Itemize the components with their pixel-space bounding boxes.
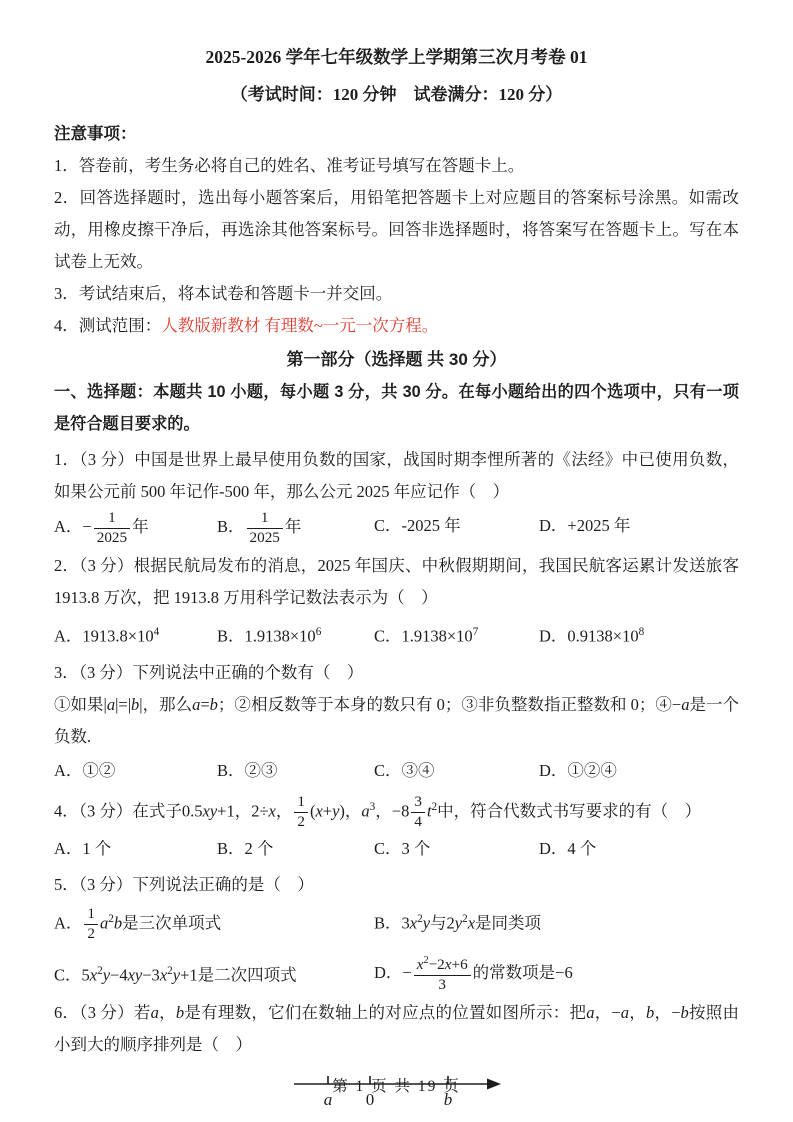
question-2-options (54, 616, 739, 653)
notes-heading: 注意事项： (54, 125, 137, 143)
note-item-2: 2．回答选择题时，选出每小题答案后，用铅笔把答题卡上对应题目的答案标号涂黑。如需改动，用橡皮擦干净后，再选涂其他答案标号。回答非选择题时，将答案写在答题卡上。写在本试卷上无效。 (54, 188, 739, 271)
question-2-option-a: A．$1913.8\times 10^4$ (54, 626, 160, 646)
question-1-option-a: A．− $\frac{1}{2025}$ 年 (54, 509, 149, 546)
exam-time-score-line: （考试时间：120 分钟 试卷满分：120 分） (230, 85, 563, 104)
question-3-option-b: B．②③ (217, 760, 278, 780)
section-intro: 一、选择题：本题共 10 小题，每小题 3 分，共 30 分。在每小题给出的四个选项中，只有一项是符合题目要求的。 (54, 383, 739, 433)
section-heading: 第一部分（选择题 共 30 分） (286, 350, 507, 369)
question-1 (54, 444, 739, 546)
question-5-option-d: D．− $\frac{x^2-2x+6}{3}$ 的常数项是−6 (374, 954, 573, 993)
question-2-option-c: C．$1.9138\times 10^7$ (374, 626, 479, 646)
label-a: a (323, 1090, 332, 1110)
question-5 (54, 869, 739, 993)
question-3 (54, 657, 739, 787)
question-5-stem: 5．（3 分）下列说法正确的是（ ） (54, 874, 314, 894)
question-4-options (54, 833, 739, 865)
note-item-4 (54, 310, 739, 342)
question-1-options (54, 510, 739, 546)
question-4 (54, 791, 739, 865)
question-3-options (54, 755, 739, 787)
question-1-option-d: D．+2025 年 (539, 516, 631, 535)
question-4-option-b: B．2 个 (217, 838, 274, 858)
note-item-3: 3．考试结束后，将本试卷和答题卡一并交回。 (54, 284, 393, 303)
page-footer: 第 1 页 共 19 页 (332, 1078, 461, 1095)
note4-prefix: 4．测试范围： (54, 316, 162, 335)
question-1-stem: 1．（3 分）中国是世界上最早使用负数的国家，战国时期李悝所著的《法经》中已使用负数，如果公元前 500 年记作-500 年，那么公元 2025 年应记作（ ） (54, 450, 739, 501)
question-5-option-c: C．$5x^2y-4xy-3x^2y+1$是二次四项式 (54, 964, 297, 985)
question-6-stem: 6．（3 分）若a，b是有理数，它们在数轴上的对应点的位置如图所示：把a，−a，b，−b按照由小到大的顺序排列是（ ） (54, 1003, 740, 1055)
question-2-option-b: B．$1.9138\times 10^6$ (217, 626, 322, 646)
question-1-option-b: B． $\frac{1}{2025}$ 年 (217, 509, 302, 546)
question-2-stem: 2．（3 分）根据民航局发布的消息，2025 年国庆、中秋假期期间，我国民航客运累计发送旅客 1913.8 万次，把 1913.8 万用科学记数法表示为（ ） (54, 556, 739, 608)
question-3-option-c: C．③④ (374, 760, 435, 780)
question-5-option-a: A． $\frac{1}{2}$ $a^2b$是三次单项式 (54, 905, 222, 943)
question-4-stem: 4．（3 分）在式子0.5xy+1，2÷x， $\frac{1}{2}$ (x+y)，$a^3$，−8 $\frac{3}{4}$ $t^2$中，符合代数式书写要求的有（ ） (54, 793, 702, 831)
question-5-options (54, 903, 739, 993)
question-4-option-d: D．4 个 (539, 838, 597, 858)
question-3-statements: ①如果|a|=|b|，那么a=b；②相反数等于本身的数只有 0；③非负整数指正整数和 0；④−a是一个负数. (54, 694, 739, 746)
question-1-option-c: C．-2025 年 (374, 516, 461, 535)
question-3-stem: 3．（3 分）下列说法中正确的个数有（ ） (54, 662, 364, 682)
label-b: b (443, 1090, 452, 1110)
question-2 (54, 550, 739, 653)
label-zero: 0 (365, 1090, 374, 1110)
question-3-option-a: A．①② (54, 760, 116, 780)
question-5-option-b: B．$3x^2y$与$2y^2x$是同类项 (374, 912, 542, 933)
question-3-option-d: D．①②④ (539, 760, 617, 780)
page-title: 2025-2026 学年七年级数学上学期第三次月考卷 01 (205, 47, 588, 67)
exam-scope-text: 人教版新教材 有理数~一元一次方程。 (161, 316, 439, 335)
question-2-option-d: D．$0.9138\times 10^8$ (539, 626, 645, 646)
note-item-1: 1．答卷前，考生务必将自己的姓名、准考证号填写在答题卡上。 (54, 156, 525, 175)
question-4-option-a: A．1 个 (54, 838, 112, 858)
question-6 (54, 997, 739, 1120)
question-4-option-c: C．3 个 (374, 838, 431, 858)
